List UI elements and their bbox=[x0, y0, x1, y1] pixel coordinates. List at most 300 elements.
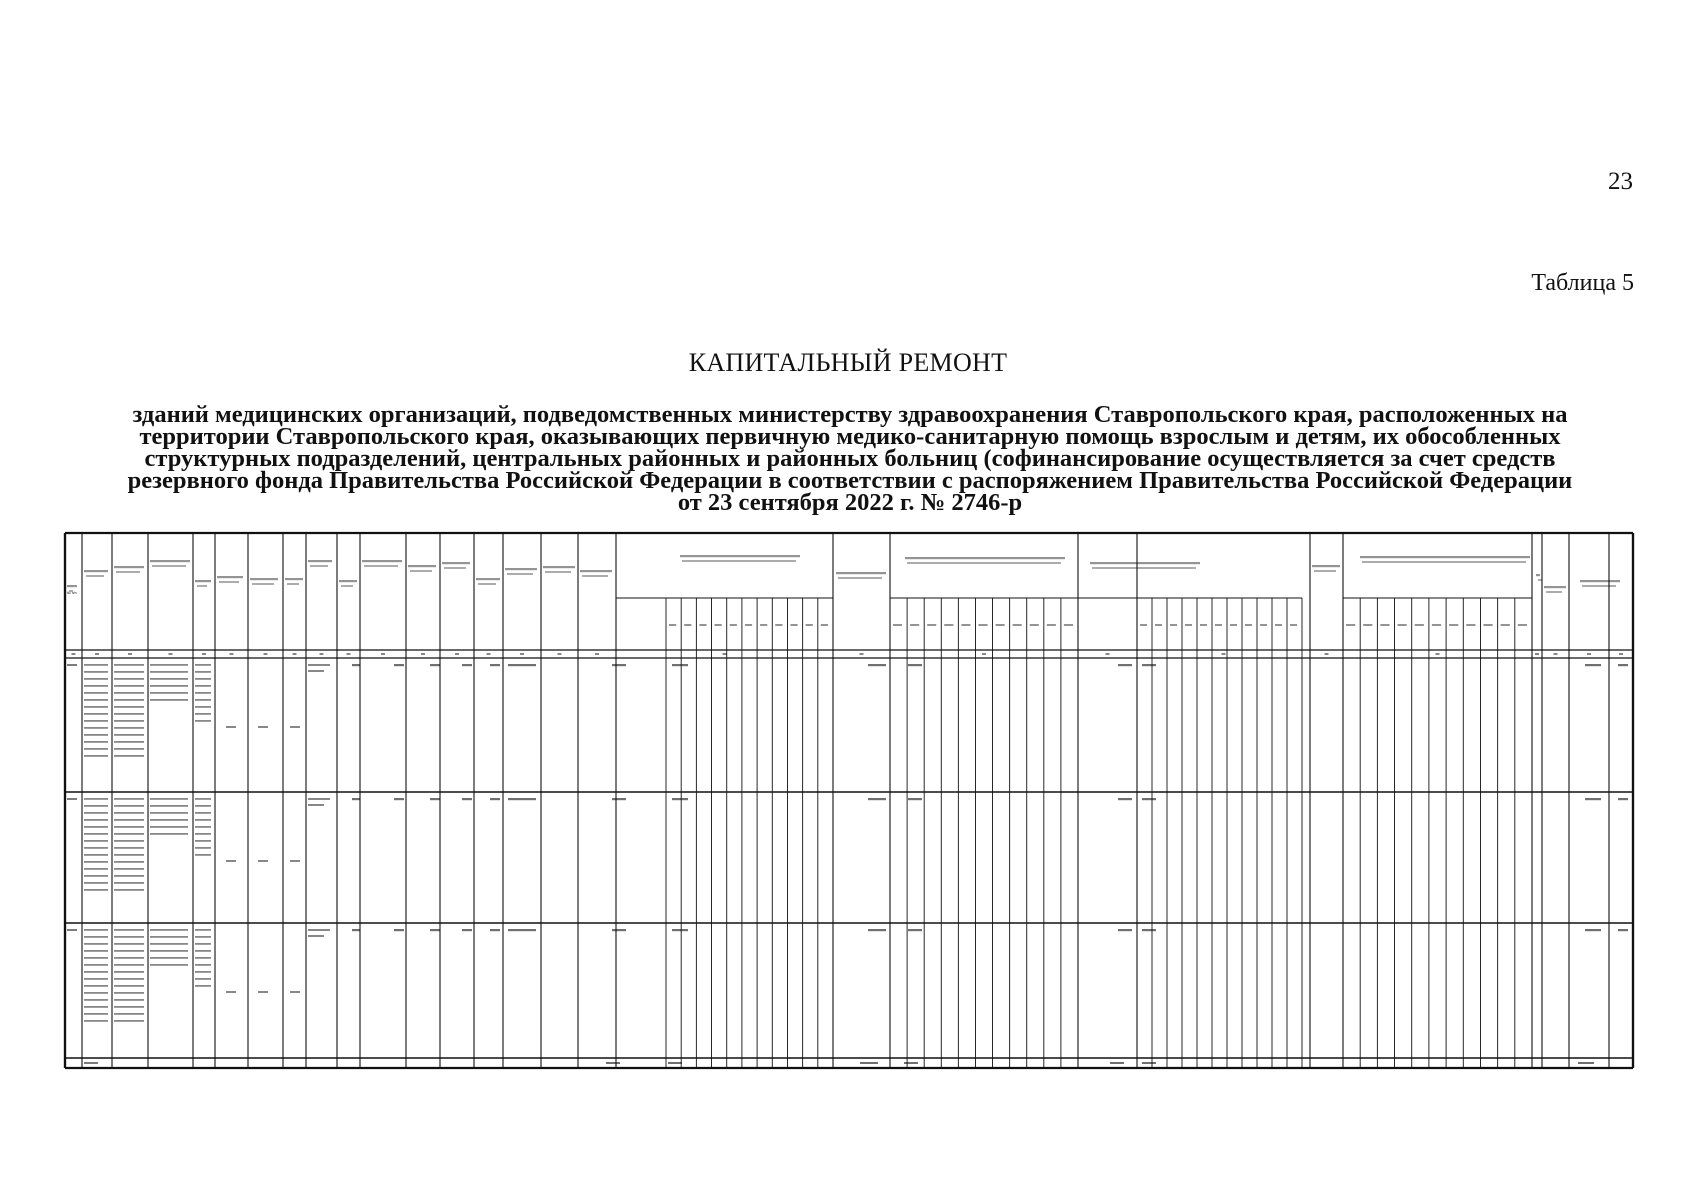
total-value-illegible bbox=[668, 1062, 682, 1064]
cell-value-illegible bbox=[394, 929, 404, 931]
header-label-illegible bbox=[905, 557, 1065, 559]
header-label-illegible bbox=[1314, 570, 1336, 572]
row-number-illegible bbox=[67, 664, 77, 666]
cell-text-illegible bbox=[114, 861, 144, 863]
column-header-number: № п/п bbox=[67, 591, 77, 595]
column-number-illegible bbox=[381, 653, 385, 655]
year-label-illegible bbox=[1449, 624, 1458, 626]
year-label-illegible bbox=[927, 624, 936, 626]
column-number-illegible bbox=[520, 653, 524, 655]
year-label-illegible bbox=[1064, 624, 1073, 626]
column-number-illegible bbox=[1535, 653, 1539, 655]
cell-text-illegible bbox=[114, 812, 144, 814]
cell-value-illegible bbox=[1118, 798, 1132, 800]
cell-text-illegible bbox=[114, 678, 144, 680]
cell-text-illegible bbox=[195, 971, 211, 973]
year-label-illegible bbox=[978, 624, 987, 626]
cell-value-illegible bbox=[258, 726, 268, 728]
cell-value-illegible bbox=[1118, 929, 1132, 931]
year-label-illegible bbox=[1483, 624, 1492, 626]
year-label-illegible bbox=[1466, 624, 1475, 626]
cell-value-illegible bbox=[868, 798, 886, 800]
cell-value-illegible bbox=[672, 798, 688, 800]
cell-text-illegible bbox=[84, 819, 108, 821]
cell-text-illegible bbox=[84, 985, 108, 987]
cell-text-illegible bbox=[195, 854, 211, 856]
header-label-illegible bbox=[1360, 556, 1530, 558]
cell-text-illegible bbox=[84, 734, 108, 736]
cell-value-illegible bbox=[868, 664, 886, 666]
cell-value-illegible bbox=[508, 664, 536, 666]
cell-text-illegible bbox=[84, 861, 108, 863]
header-label-illegible bbox=[197, 585, 207, 587]
cell-text-illegible bbox=[84, 957, 108, 959]
cell-text-illegible bbox=[114, 950, 144, 952]
cell-text-illegible bbox=[195, 833, 211, 835]
cell-value-illegible bbox=[508, 798, 536, 800]
year-label-illegible bbox=[730, 624, 737, 626]
year-label-illegible bbox=[1140, 624, 1147, 626]
cell-value-illegible bbox=[290, 991, 300, 993]
header-label-illegible bbox=[442, 562, 470, 564]
subtitle-line: резервного фонда Правительства Российской Федерации в соответствии с распоряжением Правительства Российской Федерации bbox=[127, 467, 1573, 494]
cell-text-illegible bbox=[150, 943, 188, 945]
cell-text-illegible bbox=[114, 685, 144, 687]
cell-value-illegible bbox=[226, 991, 236, 993]
cell-value-illegible bbox=[1142, 798, 1156, 800]
cell-value-illegible bbox=[290, 860, 300, 862]
cell-text-illegible bbox=[114, 1013, 144, 1015]
header-label-illegible bbox=[1536, 574, 1540, 576]
header-label-illegible bbox=[250, 578, 278, 580]
column-number-illegible bbox=[1436, 653, 1440, 655]
cell-value-illegible bbox=[1142, 929, 1156, 931]
year-label-illegible bbox=[715, 624, 722, 626]
column-number-illegible bbox=[1587, 653, 1591, 655]
column-number-illegible bbox=[95, 653, 99, 655]
header-label-illegible bbox=[682, 560, 796, 562]
cell-value-illegible bbox=[462, 798, 472, 800]
cell-text-illegible bbox=[195, 840, 211, 842]
cell-text-illegible bbox=[84, 798, 108, 800]
cell-text-illegible bbox=[84, 706, 108, 708]
header-label-illegible bbox=[1580, 580, 1620, 582]
column-number-illegible bbox=[1619, 653, 1623, 655]
cell-text-illegible bbox=[114, 943, 144, 945]
cell-text-illegible bbox=[195, 664, 211, 666]
cell-value-illegible bbox=[1585, 929, 1601, 931]
cell-value-illegible bbox=[868, 929, 886, 931]
cell-value-illegible bbox=[1618, 664, 1628, 666]
column-number-illegible bbox=[982, 653, 986, 655]
cell-text-illegible bbox=[84, 755, 108, 757]
cell-text-illegible bbox=[114, 992, 144, 994]
header-label-illegible bbox=[582, 575, 608, 577]
header-label-illegible bbox=[310, 565, 328, 567]
column-number-illegible bbox=[595, 653, 599, 655]
header-label-illegible bbox=[1362, 561, 1526, 563]
cell-text-illegible bbox=[195, 812, 211, 814]
cell-text-illegible bbox=[84, 868, 108, 870]
header-label-illegible bbox=[1312, 565, 1340, 567]
cell-text-illegible bbox=[84, 992, 108, 994]
cell-text-illegible bbox=[84, 840, 108, 842]
cell-text-illegible bbox=[114, 854, 144, 856]
cell-value-illegible bbox=[394, 664, 404, 666]
total-label-illegible bbox=[84, 1062, 98, 1064]
cell-value-illegible bbox=[352, 664, 360, 666]
total-value-illegible bbox=[1142, 1062, 1156, 1064]
year-label-illegible bbox=[1363, 624, 1372, 626]
cell-text-illegible bbox=[114, 985, 144, 987]
header-label-illegible bbox=[341, 585, 353, 587]
cell-value-illegible bbox=[612, 798, 626, 800]
cell-text-illegible bbox=[195, 943, 211, 945]
cell-value-illegible bbox=[672, 664, 688, 666]
header-label-illegible bbox=[116, 571, 140, 573]
cell-text-illegible bbox=[84, 875, 108, 877]
cell-text-illegible bbox=[114, 826, 144, 828]
cell-text-illegible bbox=[195, 706, 211, 708]
column-number-illegible bbox=[1325, 653, 1329, 655]
cell-text-illegible bbox=[84, 1020, 108, 1022]
cell-text-illegible bbox=[84, 812, 108, 814]
cell-value-illegible bbox=[490, 664, 500, 666]
row-number-illegible bbox=[67, 798, 77, 800]
cell-text-illegible bbox=[114, 964, 144, 966]
cell-text-illegible bbox=[150, 957, 188, 959]
header-label-illegible bbox=[545, 571, 571, 573]
header-label-illegible bbox=[478, 583, 496, 585]
cell-text-illegible bbox=[84, 854, 108, 856]
year-label-illegible bbox=[1030, 624, 1039, 626]
cell-value-illegible bbox=[430, 664, 440, 666]
column-number-illegible bbox=[293, 653, 297, 655]
total-value-illegible bbox=[606, 1062, 620, 1064]
cell-text-illegible bbox=[195, 692, 211, 694]
header-label-illegible bbox=[219, 581, 239, 583]
cell-value-illegible bbox=[508, 929, 536, 931]
year-label-illegible bbox=[1047, 624, 1056, 626]
cell-value-illegible bbox=[908, 929, 922, 931]
column-number-illegible bbox=[72, 653, 76, 655]
year-label-illegible bbox=[1501, 624, 1510, 626]
total-value-illegible bbox=[860, 1062, 878, 1064]
cell-text-illegible bbox=[114, 875, 144, 877]
year-label-illegible bbox=[1215, 624, 1222, 626]
cell-text-illegible bbox=[114, 868, 144, 870]
year-label-illegible bbox=[1185, 624, 1192, 626]
column-number-illegible bbox=[455, 653, 459, 655]
cell-text-illegible bbox=[84, 964, 108, 966]
cell-text-illegible bbox=[150, 964, 188, 966]
total-value-illegible bbox=[1578, 1062, 1594, 1064]
cell-value-illegible bbox=[258, 860, 268, 862]
cell-text-illegible bbox=[195, 699, 211, 701]
cell-text-illegible bbox=[114, 882, 144, 884]
cell-text-illegible bbox=[195, 685, 211, 687]
cell-text-illegible bbox=[150, 678, 188, 680]
cell-value-illegible bbox=[612, 929, 626, 931]
cell-text-illegible bbox=[150, 671, 188, 673]
year-label-illegible bbox=[1275, 624, 1282, 626]
column-number-illegible bbox=[421, 653, 425, 655]
total-value-illegible bbox=[1110, 1062, 1124, 1064]
header-label-illegible bbox=[362, 560, 402, 562]
cell-text-illegible bbox=[84, 971, 108, 973]
cell-value-illegible bbox=[1118, 664, 1132, 666]
cell-text-illegible bbox=[114, 805, 144, 807]
cell-text-illegible bbox=[84, 748, 108, 750]
header-label-illegible bbox=[1090, 562, 1200, 564]
cell-text-illegible bbox=[114, 840, 144, 842]
header-label-illegible bbox=[836, 572, 886, 574]
cell-text-illegible bbox=[84, 936, 108, 938]
header-label-illegible bbox=[838, 577, 882, 579]
cell-text-illegible bbox=[114, 755, 144, 757]
header-label-illegible bbox=[195, 580, 211, 582]
cell-text-illegible bbox=[150, 692, 188, 694]
year-label-illegible bbox=[806, 624, 813, 626]
year-label-illegible bbox=[996, 624, 1005, 626]
cell-text-illegible bbox=[195, 671, 211, 673]
header-label-illegible bbox=[1538, 579, 1542, 581]
document-title: КАПИТАЛЬНЫЙ РЕМОНТ bbox=[688, 348, 1008, 377]
cell-value-illegible bbox=[352, 798, 360, 800]
column-number-illegible bbox=[230, 653, 234, 655]
cell-text-illegible bbox=[195, 720, 211, 722]
cell-text-illegible bbox=[114, 748, 144, 750]
cell-text-illegible bbox=[150, 936, 188, 938]
cell-text-illegible bbox=[114, 671, 144, 673]
cell-text-illegible bbox=[308, 798, 330, 800]
cell-value-illegible bbox=[612, 664, 626, 666]
year-label-illegible bbox=[1260, 624, 1267, 626]
header-label-illegible bbox=[1582, 585, 1616, 587]
cell-value-illegible bbox=[258, 991, 268, 993]
cell-value-illegible bbox=[394, 798, 404, 800]
cell-value-illegible bbox=[290, 726, 300, 728]
cell-text-illegible bbox=[84, 671, 108, 673]
cell-text-illegible bbox=[114, 819, 144, 821]
header-label-illegible bbox=[252, 583, 274, 585]
cell-text-illegible bbox=[114, 929, 144, 931]
cell-text-illegible bbox=[114, 957, 144, 959]
header-label-illegible bbox=[507, 573, 533, 575]
cell-text-illegible bbox=[150, 798, 188, 800]
header-label-illegible bbox=[1092, 567, 1196, 569]
cell-text-illegible bbox=[195, 678, 211, 680]
cell-text-illegible bbox=[114, 727, 144, 729]
cell-text-illegible bbox=[308, 670, 324, 672]
cell-text-illegible bbox=[84, 678, 108, 680]
cell-text-illegible bbox=[84, 978, 108, 980]
cell-text-illegible bbox=[84, 826, 108, 828]
year-label-illegible bbox=[821, 624, 828, 626]
year-label-illegible bbox=[775, 624, 782, 626]
cell-text-illegible bbox=[114, 798, 144, 800]
cell-text-illegible bbox=[84, 943, 108, 945]
header-label-illegible bbox=[1546, 591, 1562, 593]
column-number-illegible bbox=[487, 653, 491, 655]
cell-value-illegible bbox=[490, 798, 500, 800]
cell-text-illegible bbox=[114, 706, 144, 708]
page-number: 23 bbox=[1608, 168, 1633, 195]
year-label-illegible bbox=[1245, 624, 1252, 626]
column-number-illegible bbox=[347, 653, 351, 655]
cell-text-illegible bbox=[308, 664, 330, 666]
subtitle-line: территории Ставропольского края, оказывающих первичную медико-санитарную помощь взрослым и детям, их обособленных bbox=[139, 423, 1561, 450]
header-label-illegible bbox=[114, 566, 144, 568]
cell-value-illegible bbox=[908, 664, 922, 666]
cell-text-illegible bbox=[84, 833, 108, 835]
header-label-illegible bbox=[580, 570, 612, 572]
cell-text-illegible bbox=[308, 804, 324, 806]
header-label-illegible bbox=[217, 576, 243, 578]
cell-text-illegible bbox=[195, 950, 211, 952]
cell-text-illegible bbox=[84, 889, 108, 891]
row-number-illegible bbox=[67, 929, 77, 931]
cell-text-illegible bbox=[84, 999, 108, 1001]
cell-text-illegible bbox=[84, 699, 108, 701]
cell-text-illegible bbox=[150, 833, 188, 835]
year-label-illegible bbox=[1230, 624, 1237, 626]
year-label-illegible bbox=[961, 624, 970, 626]
cell-text-illegible bbox=[84, 1006, 108, 1008]
cell-text-illegible bbox=[195, 713, 211, 715]
cell-text-illegible bbox=[114, 1006, 144, 1008]
cell-text-illegible bbox=[150, 819, 188, 821]
year-label-illegible bbox=[669, 624, 676, 626]
column-number-illegible bbox=[202, 653, 206, 655]
year-label-illegible bbox=[1170, 624, 1177, 626]
cell-text-illegible bbox=[195, 847, 211, 849]
cell-text-illegible bbox=[195, 929, 211, 931]
cell-value-illegible bbox=[490, 929, 500, 931]
header-label-illegible bbox=[285, 578, 303, 580]
cell-text-illegible bbox=[195, 819, 211, 821]
cell-value-illegible bbox=[672, 929, 688, 931]
cell-text-illegible bbox=[150, 664, 188, 666]
cell-value-illegible bbox=[462, 929, 472, 931]
header-label-illegible bbox=[907, 562, 1061, 564]
column-number-illegible bbox=[1222, 653, 1226, 655]
cell-value-illegible bbox=[226, 860, 236, 862]
cell-text-illegible bbox=[195, 978, 211, 980]
cell-value-illegible bbox=[1585, 664, 1601, 666]
header-label-illegible bbox=[364, 565, 398, 567]
header-label-illegible bbox=[339, 580, 357, 582]
cell-text-illegible bbox=[84, 741, 108, 743]
header-label-illegible bbox=[67, 585, 77, 587]
column-number-illegible bbox=[723, 653, 727, 655]
cell-text-illegible bbox=[84, 692, 108, 694]
header-label-illegible bbox=[476, 578, 500, 580]
cell-value-illegible bbox=[430, 798, 440, 800]
year-label-illegible bbox=[1518, 624, 1527, 626]
header-label-illegible bbox=[86, 575, 104, 577]
cell-text-illegible bbox=[150, 805, 188, 807]
total-value-illegible bbox=[904, 1062, 918, 1064]
cell-text-illegible bbox=[195, 798, 211, 800]
column-number-illegible bbox=[1554, 653, 1558, 655]
cell-value-illegible bbox=[1618, 798, 1628, 800]
cell-text-illegible bbox=[84, 950, 108, 952]
year-label-illegible bbox=[699, 624, 706, 626]
column-number-illegible bbox=[1106, 653, 1110, 655]
header-label-illegible bbox=[680, 555, 800, 557]
column-number-illegible bbox=[320, 653, 324, 655]
header-label-illegible bbox=[543, 566, 575, 568]
year-label-illegible bbox=[1290, 624, 1297, 626]
year-label-illegible bbox=[910, 624, 919, 626]
year-label-illegible bbox=[684, 624, 691, 626]
column-number-illegible bbox=[128, 653, 132, 655]
cell-text-illegible bbox=[84, 929, 108, 931]
cell-text-illegible bbox=[114, 692, 144, 694]
cell-value-illegible bbox=[430, 929, 440, 931]
cell-text-illegible bbox=[84, 1013, 108, 1015]
cell-text-illegible bbox=[150, 812, 188, 814]
cell-text-illegible bbox=[195, 805, 211, 807]
cell-text-illegible bbox=[195, 826, 211, 828]
header-label-illegible bbox=[1544, 586, 1566, 588]
cell-text-illegible bbox=[84, 685, 108, 687]
header-label-illegible bbox=[408, 565, 436, 567]
cell-value-illegible bbox=[1618, 929, 1628, 931]
year-label-illegible bbox=[1013, 624, 1022, 626]
cell-text-illegible bbox=[114, 1020, 144, 1022]
cell-text-illegible bbox=[114, 999, 144, 1001]
header-label-illegible bbox=[150, 560, 190, 562]
header-label-illegible bbox=[152, 565, 186, 567]
cell-text-illegible bbox=[114, 978, 144, 980]
cell-value-illegible bbox=[908, 798, 922, 800]
cell-text-illegible bbox=[114, 699, 144, 701]
subtitle-line: от 23 сентября 2022 г. № 2746-р bbox=[677, 489, 1023, 516]
cell-text-illegible bbox=[84, 727, 108, 729]
cell-text-illegible bbox=[195, 964, 211, 966]
cell-text-illegible bbox=[84, 882, 108, 884]
cell-text-illegible bbox=[114, 664, 144, 666]
header-label-illegible bbox=[444, 567, 466, 569]
cell-value-illegible bbox=[462, 664, 472, 666]
cell-text-illegible bbox=[150, 685, 188, 687]
subtitle-line: структурных подразделений, центральных районных и районных больниц (софинансирование осуществляется за счет средств bbox=[144, 445, 1556, 472]
table-label: Таблица 5 bbox=[1531, 270, 1634, 296]
subtitle-line: зданий медицинских организаций, подведомственных министерству здравоохранения Ставропольского края, расположенных на bbox=[132, 401, 1568, 428]
cell-text-illegible bbox=[114, 833, 144, 835]
cell-text-illegible bbox=[150, 929, 188, 931]
year-label-illegible bbox=[1155, 624, 1162, 626]
cell-value-illegible bbox=[352, 929, 360, 931]
header-label-illegible bbox=[410, 570, 432, 572]
cell-text-illegible bbox=[195, 985, 211, 987]
year-label-illegible bbox=[1200, 624, 1207, 626]
cell-text-illegible bbox=[84, 720, 108, 722]
cell-value-illegible bbox=[226, 726, 236, 728]
column-number-illegible bbox=[558, 653, 562, 655]
cell-text-illegible bbox=[114, 734, 144, 736]
cell-text-illegible bbox=[308, 935, 324, 937]
cell-text-illegible bbox=[195, 936, 211, 938]
cell-text-illegible bbox=[150, 950, 188, 952]
column-number-illegible bbox=[264, 653, 268, 655]
cell-text-illegible bbox=[84, 713, 108, 715]
cell-value-illegible bbox=[1142, 664, 1156, 666]
header-label-illegible bbox=[84, 570, 108, 572]
cell-text-illegible bbox=[114, 741, 144, 743]
